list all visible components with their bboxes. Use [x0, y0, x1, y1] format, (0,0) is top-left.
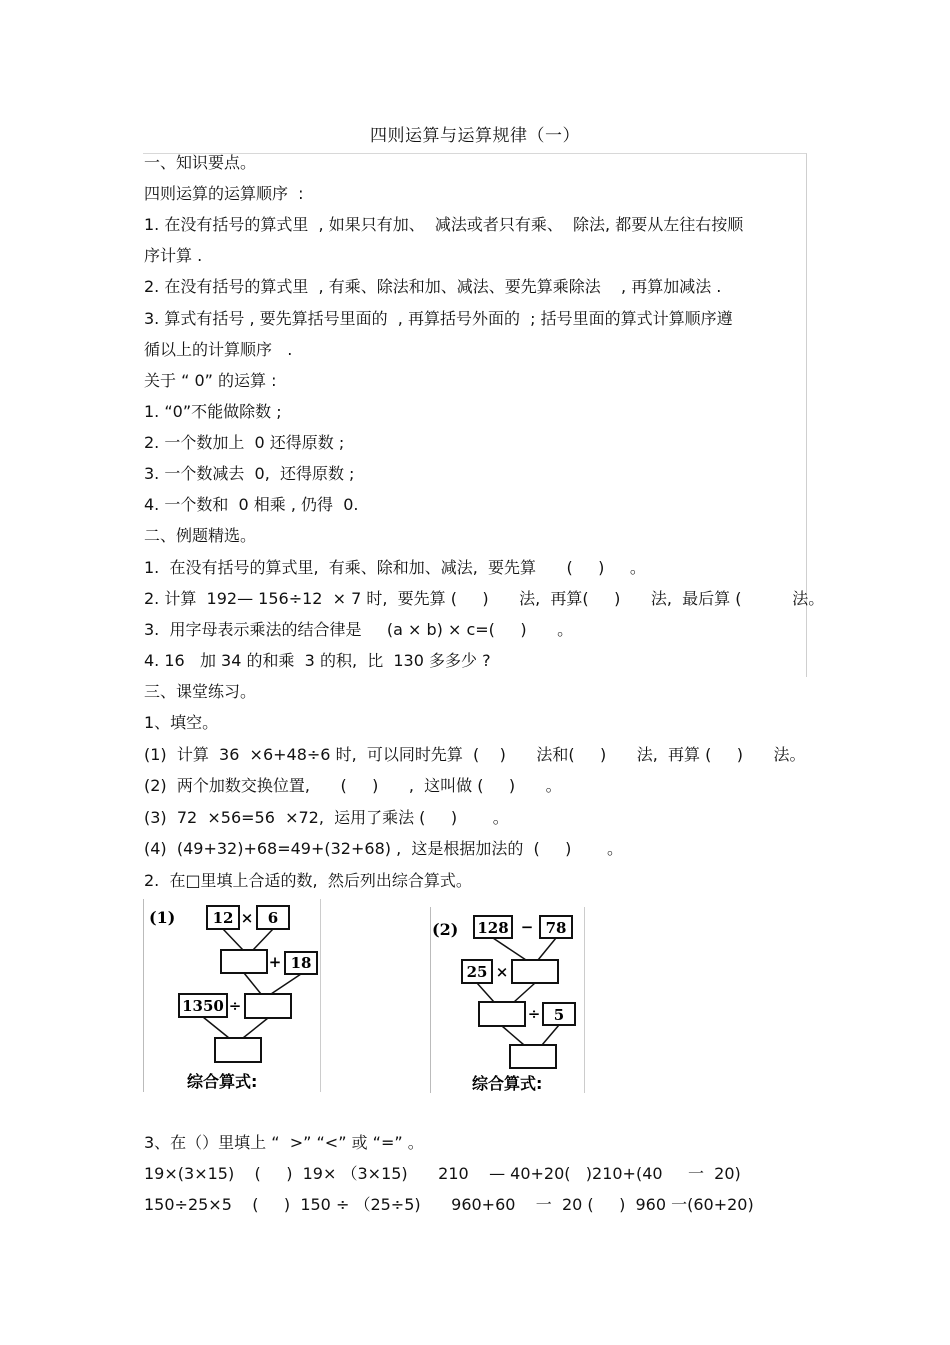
section-heading: 三、课堂练习。: [144, 682, 257, 701]
section-heading: 二、例题精选。: [144, 526, 257, 545]
number-box-5: 5: [553, 1006, 565, 1024]
text-line: 2. 在□里填上合适的数, 然后列出综合算式。: [144, 871, 472, 890]
number-box-18: 18: [290, 954, 312, 972]
text-line: (4) (49+32)+68=49+(32+68) , 这是根据加法的 ( ) 。: [144, 839, 624, 858]
text-line: 关于 “ 0” 的运算 :: [144, 371, 277, 390]
number-box-78: 78: [545, 919, 567, 937]
text-line: 3. 算式有括号 , 要先算括号里面的 , 再算括号外面的 ; 括号里面的算式计算顺序遵: [144, 309, 733, 328]
blank-box[interactable]: [215, 1038, 261, 1062]
text-line: 3. 用字母表示乘法的结合律是 (a × b) × c=( ) 。: [144, 620, 574, 639]
divide-sign: ÷: [527, 1005, 541, 1023]
text-line: (3) 72 ×56=56 ×72, 运用了乘法 ( ) 。: [144, 808, 509, 827]
text-line: 19×(3×15) ( ) 19× （3×15) 210 — 40+20( )210+(40 一 20): [144, 1164, 741, 1183]
number-box-1350: 1350: [182, 997, 224, 1015]
text-line: 4. 一个数和 0 相乘 , 仍得 0.: [144, 495, 359, 514]
calculation-tree-2: [430, 907, 586, 1093]
figure-caption: 综合算式:: [187, 1072, 258, 1091]
plus-sign: +: [268, 953, 282, 971]
text-line: 2. 在没有括号的算式里 , 有乘、除法和加、减法、要先算乘除法 , 再算加减法 .: [144, 277, 722, 296]
text-line: 3、在（）里填上 “ >” “<” 或 “=” 。: [144, 1133, 424, 1152]
blank-box[interactable]: [510, 1045, 556, 1068]
blank-box[interactable]: [245, 994, 291, 1018]
divide-sign: ÷: [228, 997, 242, 1015]
blank-box[interactable]: [221, 950, 267, 973]
blank-box[interactable]: [512, 960, 558, 983]
page-title: 四则运算与运算规律（一）: [370, 126, 580, 146]
calculation-tree-1: [143, 899, 321, 1092]
text-line: 4. 16 加 34 的和乘 3 的积, 比 130 多多少 ?: [144, 651, 491, 670]
number-box-25: 25: [466, 963, 488, 981]
text-line: 四则运算的运算顺序 :: [144, 184, 304, 203]
text-line: 2. 计算 192— 156÷12 × 7 时, 要先算 ( ) 法, 再算( ) 法, 最后算 ( 法。: [144, 589, 825, 608]
number-box-128: 128: [477, 919, 509, 937]
text-line: 一、知识要点。: [144, 153, 257, 172]
text-line: 1. 在没有括号的算式里 , 如果只有加、 减法或者只有乘、 除法, 都要从左往右按顺: [144, 215, 744, 234]
text-line: 2. 一个数加上 0 还得原数 ;: [144, 433, 345, 452]
text-line: (2) 两个加数交换位置, ( ) , 这叫做 ( ) 。: [144, 776, 562, 795]
number-box-6: 6: [267, 909, 279, 927]
figure-label: (1): [149, 908, 176, 927]
text-line: 1. “0”不能做除数 ;: [144, 402, 282, 421]
text-line: 序计算 .: [144, 246, 203, 265]
number-box-12: 12: [212, 909, 234, 927]
figure-label: (2): [432, 920, 459, 939]
text-line: 150÷25×5 ( ) 150 ÷ （25÷5) 960+60 一 20 ( ) 960 一(60+20): [144, 1195, 754, 1214]
figure-caption: 综合算式:: [472, 1074, 543, 1093]
text-line: 3. 一个数减去 0, 还得原数 ;: [144, 464, 355, 483]
text-line: 循以上的计算顺序 .: [144, 340, 293, 359]
blank-box[interactable]: [479, 1002, 525, 1026]
text-line: 1. 在没有括号的算式里, 有乘、除和加、减法, 要先算 ( ) 。: [144, 558, 646, 577]
text-line: (1) 计算 36 ×6+48÷6 时, 可以同时先算 ( ) 法和( ) 法, 再算 ( ) 法。: [144, 745, 806, 764]
text-line: 1、填空。: [144, 713, 219, 732]
multiply-sign: ×: [240, 909, 254, 927]
multiply-sign: ×: [495, 963, 509, 981]
minus-sign: −: [520, 918, 534, 936]
